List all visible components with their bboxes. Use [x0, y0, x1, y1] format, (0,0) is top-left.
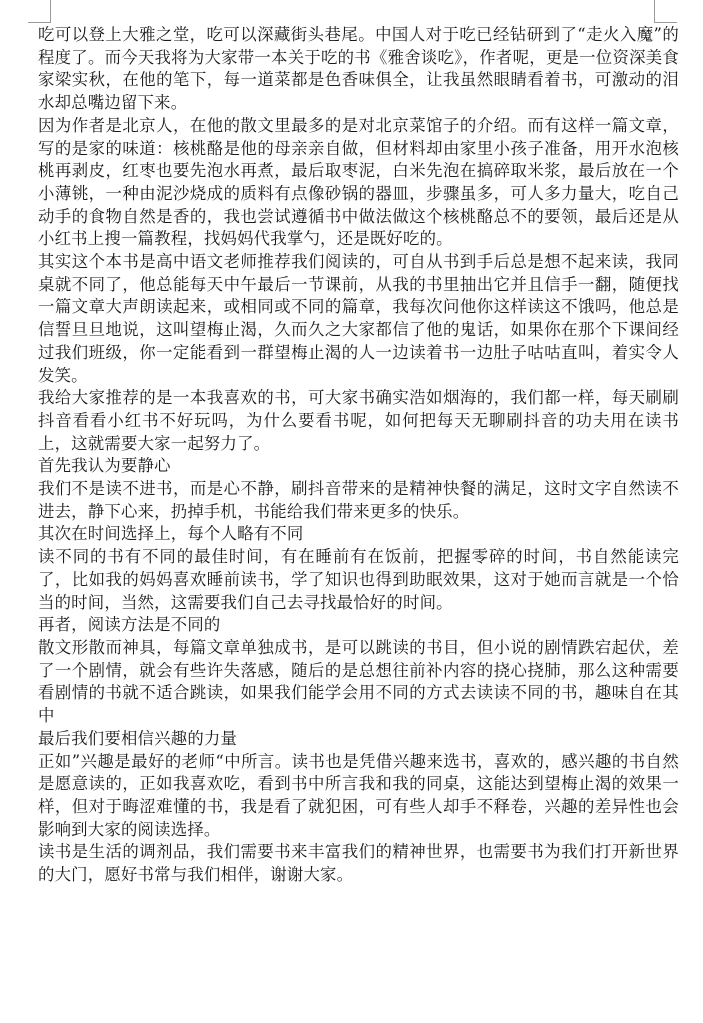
paragraph-interest: 正如”兴趣是最好的老师“中所言。读书也是凭借兴趣来选书，喜欢的，感兴趣的书自然是愿意读的，正如我喜欢吃，看到书中所言我和我的同桌，这能达到望梅止渴的效果一样，但对于晦涩难懂的书，我是看了就犯困，可有些人却手不释卷，兴趣的差异性也会影响到大家的阅读选择。	[38, 751, 679, 839]
document-body	[38, 24, 679, 887]
paragraph-walnut-porridge: 因为作者是北京人，在他的散文里最多的是对北京菜馆子的介绍。而有这样一篇文章，写的是家的味道：核桃酪是他的母亲亲自做，但材料却由家里小孩子准备，用开水泡核桃再剥皮，红枣也要先泡水再煮，最后取枣泥，白米先泡在搞碎取米浆，最后放在一个小薄铫，一种由泥沙烧成的质料有点像砂锅的器皿，步骤虽多，可人多力量大，吃自己动手的食物自然是香的，我也尝试遵循书中做法做这个核桃酪总不的要领，最后还是从小红书上搜一篇教程，找妈妈代我掌勺，还是既好吃的。	[38, 115, 679, 249]
paragraph-calm-mind: 我们不是读不进书，而是心不静，刷抖音带来的是精神快餐的满足，这时文字自然读不进去，静下心来，扔掉手机，书能给我们带来更多的快乐。	[38, 479, 679, 521]
paragraph-reading-method: 散文形散而神具，每篇文章单独成书，是可以跳读的书目，但小说的剧情跌宕起伏，差了一个剧情，就会有些许失落感，随后的是总想往前补内容的挠心挠肺，那么这种需要看剧情的书就不适合跳读，如果我们能学会用不同的方式去读读不同的书，趣味自在其中	[38, 637, 679, 726]
heading-timing: 其次在时间选择上，每个人略有不同	[38, 524, 304, 544]
paragraph-conclusion: 读书是生活的调剂品，我们需要书来丰富我们的精神世界，也需要书为我们打开新世界的大门，愿好书常与我们相伴，谢谢大家。	[38, 842, 679, 885]
paragraph-recommendation: 我给大家推荐的是一本我喜欢的书，可大家书确实浩如烟海的，我们都一样，每天刷刷抖音看看小红书不好玩吗，为什么要看书呢，如何把每天无聊刷抖音的功夫用在读书上，这就需要大家一起努力了。	[38, 388, 679, 453]
paragraph-deskmate: 其实这个本书是高中语文老师推荐我们阅读的，可自从书到手后总是想不起来读，我同桌就不同了，他总能每天中午最后一节课前，从我的书里抽出它并且信手一翻，随便找一篇文章大声朗读起来，或相同或不同的篇章，我每次问他你这样读这不饿吗，他总是信誓旦旦地说，这叫望梅止渴，久而久之大家都信了他的鬼话，如果你在那个下课间经过我们班级，你一定能看到一群望梅止渴的人一边读着书一边肚子咕咕直叫，着实令人发笑。	[38, 252, 679, 385]
page-corner-mark-top-right	[654, 0, 677, 23]
paragraph-intro: 吃可以登上大雅之堂，吃可以深藏街头巷尾。中国人对于吃已经钻研到了“走火入魔”的程度了。而今天我将为大家带一本关于吃的书《雅舍谈吃》，作者呢，更是一位资深美食家梁实秋，在他的笔下，每一道菜都是色香味俱全，让我虽然眼睛看着书，可激动的泪水却总嘴边留下来。	[38, 25, 679, 113]
heading-interest: 最后我们要相信兴趣的力量	[38, 728, 238, 748]
page-corner-mark-top-left	[28, 0, 51, 23]
heading-calm-mind: 首先我认为要静心	[38, 456, 171, 476]
paragraph-timing: 读不同的书有不同的最佳时间，有在睡前有在饭前，把握零碎的时间，书自然能读完了，比如我的妈妈喜欢睡前读书，学了知识也得到助眠效果，这对于她而言就是一个恰当的时间，当然，这需要我们自己去寻找最恰好的时间。	[38, 547, 679, 612]
heading-reading-method: 再者，阅读方法是不同的	[38, 615, 221, 635]
